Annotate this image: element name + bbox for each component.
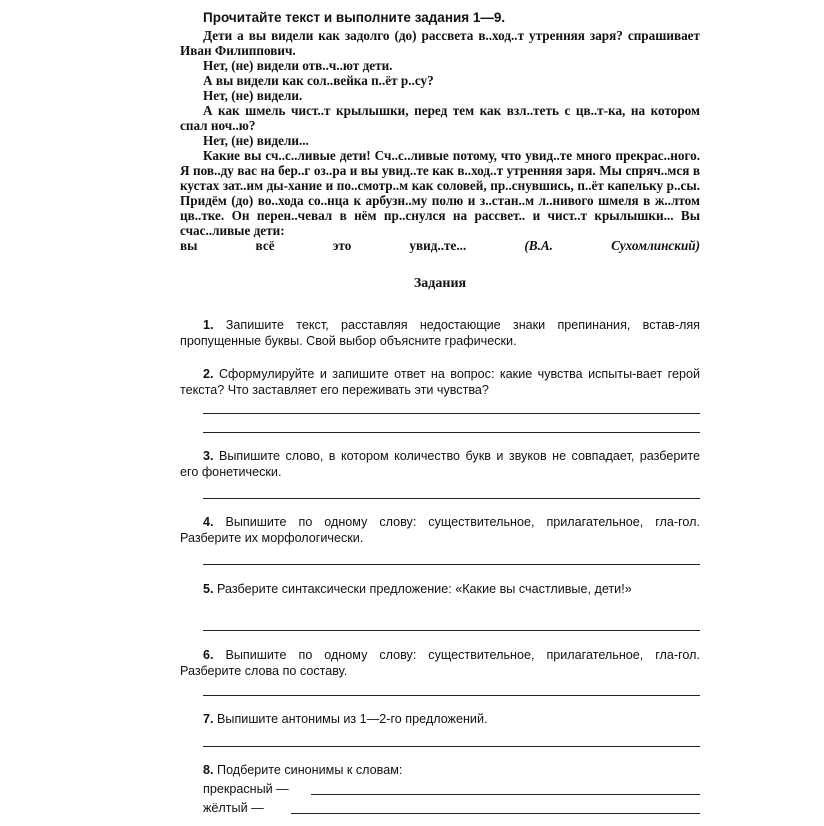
task-number: 6.: [203, 648, 214, 662]
synonym-word: жёлтый —: [203, 801, 264, 815]
story-paragraph: Нет, (не) видели...: [203, 133, 309, 148]
story-last-sentence: вы всё это увид..те...: [180, 238, 467, 253]
task-text: Выпишите антонимы из 1—2-го предложений.: [217, 712, 488, 726]
task-text: Выпишите по одному слову: существительное, прилагательное, гла-гол. Разберите их морфологически.: [180, 515, 700, 545]
task-text: Сформулируйте и запишите ответ на вопрос: какие чувства испыты-вает герой текста? Что заставляет его переживать эти чувства?: [180, 367, 700, 397]
story-paragraph: Нет, (не) видели отв..ч..ют дети.: [203, 58, 393, 73]
task-text: Выпишите слово, в котором количество букв и звуков не совпадает, разберите его фонетически.: [180, 449, 701, 479]
instruction: Прочитайте текст и выполните задания 1—9.: [203, 10, 506, 25]
author-attribution: (В.А. Сухомлинский): [524, 238, 701, 253]
answer-line[interactable]: [203, 695, 700, 696]
synonym-row: [203, 781, 700, 797]
task-7: [180, 711, 700, 751]
story-text: [180, 28, 700, 253]
task-8: [180, 762, 700, 778]
task-number: 1.: [203, 318, 214, 332]
task-number: 2.: [203, 367, 214, 381]
task-6: [180, 647, 700, 702]
answer-line[interactable]: [203, 432, 700, 433]
task-text: Разберите синтаксически предложение: «Какие вы счастливые, дети!»: [217, 582, 632, 596]
task-5: [180, 581, 700, 636]
task-4: [180, 514, 700, 569]
answer-line[interactable]: [203, 746, 700, 747]
answer-line[interactable]: [311, 794, 700, 795]
answer-line[interactable]: [203, 564, 700, 565]
task-text: Подберите синонимы к словам:: [217, 763, 403, 777]
story-paragraph: А вы видели как сол..вейка п..ёт р..су?: [203, 73, 434, 88]
answer-line[interactable]: [203, 498, 700, 499]
answer-line[interactable]: [203, 630, 700, 631]
synonym-word: прекрасный —: [203, 782, 289, 796]
task-3: [180, 448, 700, 503]
worksheet-page: [180, 0, 700, 826]
story-last-line: [180, 238, 700, 253]
task-number: 7.: [203, 712, 214, 726]
task-text: Выпишите по одному слову: существительное, прилагательное, гла-гол. Разберите слова по составу.: [180, 648, 700, 678]
tasks-heading: Задания: [413, 276, 467, 291]
task-number: 5.: [203, 582, 214, 596]
synonym-row: [203, 800, 700, 816]
story-paragraph: Дети а вы видели как задолго (до) рассвета в..ход..т утренняя заря? спрашивает Иван Филиппович.: [180, 28, 700, 58]
task-number: 4.: [203, 515, 214, 529]
task-1: [180, 317, 700, 349]
task-text: Запишите текст, расставляя недостающие знаки препинания, встав-ляя пропущенные буквы. Свой выбор объясните графически.: [180, 318, 701, 348]
answer-line[interactable]: [203, 413, 700, 414]
story-paragraph: Нет, (не) видели.: [203, 88, 303, 103]
story-paragraph: Какие вы сч..с..ливые дети! Сч..с..ливые потому, что увид..те много прекрас..ного. Я пов..ду вас на бер..г оз..ра и вы увид..те как в..ход..т утренняя заря. Мы спряч..мся в кустах зат..им ды-хание и по..смотр..м как соловей, пр..снувшись, п..ёт капельку р..сы. Придём (до) во..хода со..нца к арбузн..му полю и з..стан..м л..нивого шмеля в ж..лтом цв..тке. Он перен..чевал в нём пр..снулся на рассвет.. и чист..т крылышки... Вы счас..ливые дети:: [180, 148, 700, 238]
answer-line[interactable]: [291, 813, 700, 814]
story-paragraph: А как шмель чист..т крылышки, перед тем как взл..теть с цв..т-ка, на котором спал ноч..ю?: [180, 103, 700, 133]
task-number: 8.: [203, 763, 214, 777]
task-2: [180, 366, 700, 436]
task-number: 3.: [203, 449, 214, 463]
